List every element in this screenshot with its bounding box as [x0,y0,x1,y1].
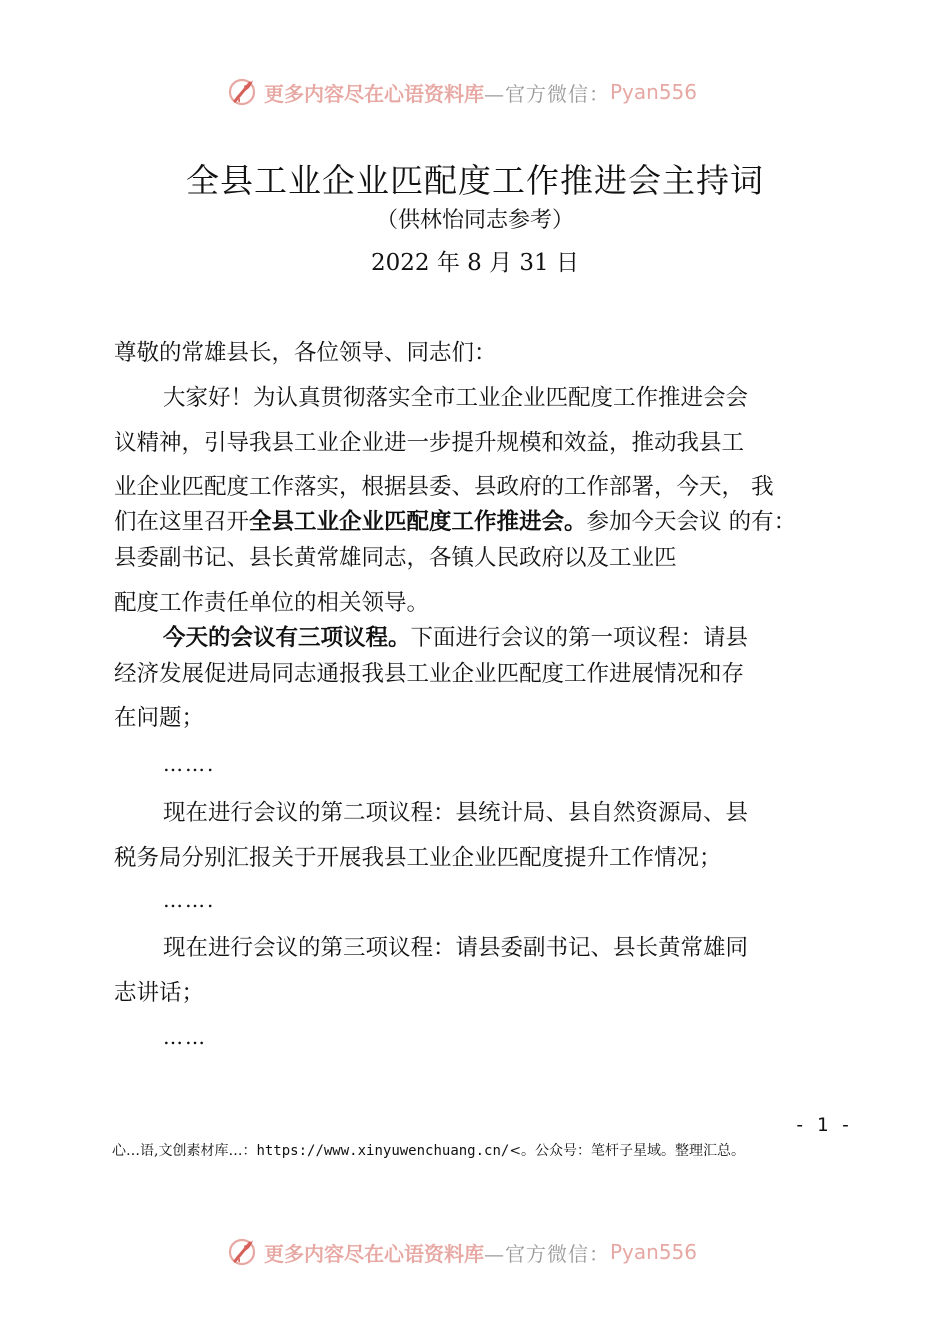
para1-line2: 议精神，引导我县工业企业进一步提升规模和效益，推动我县工 [114,430,745,456]
para1-line6: 配度工作责任单位的相关领导。 [114,590,430,616]
para1-line4-c: 参加今天会议 的有： [586,509,797,535]
agenda1-line1 [163,620,748,652]
agenda2-rest: ：县统计局、县自然资源局、县 [433,800,749,826]
agenda-intro-bold: 今天的会议有三项议程。 [163,625,411,651]
document-date: 2022 年 8 月 31 日 [371,250,579,276]
agenda2-bold: 现在进行会议的第二项议程 [163,800,434,826]
footer-note [112,1140,745,1160]
meeting-name-bold: 全县工业企业匹配度工作推进会。 [249,509,587,535]
agenda2-line1 [163,795,748,827]
agenda1-bold: 下面进行会议的第一项议程 [410,625,681,651]
para1-line1: 大家好！为认真贯彻落实全市工业企业匹配度工作推进会会 [163,385,749,411]
agenda1-line2: 经济发展促进局同志通报我县工业企业匹配度工作进展情况和存 [114,661,745,687]
footer-url: https://www.xinyuwenchuang.cn/ [256,1143,510,1159]
agenda3-rest: ：请县委副书记、县长黄常雄同 [433,935,749,961]
agenda2-line2: 税务局分别汇报关于开展我县工业企业匹配度提升工作情况； [114,845,722,871]
para1-line4-a: 们在这里召开 [114,509,250,535]
watermark-text-1: 更多内容尽在心语资料库 [264,1241,484,1266]
document-title: 全县工业企业匹配度工作推进会主持词 [186,161,764,200]
agenda3-line2: 志讲话； [114,980,205,1006]
ellipsis-3: …… [163,1025,207,1049]
salutation: 尊敬的常雄县长，各位领导、同志们： [114,340,497,366]
page-number: - 1 - [794,1114,852,1136]
watermark-text-3: Pyan556 [610,80,698,104]
footer-note-b: <。公众号：笔杆子星域。整理汇总。 [509,1143,746,1159]
quill-logo-icon [226,1236,258,1268]
ellipsis-1: ……. [163,752,216,776]
para1-line3: 业企业匹配度工作落实，根据县委、县政府的工作部署，今天， 我 [114,474,774,500]
para1-line5: 县委副书记、县长黄常雄同志，各镇人民政府以及工业匹 [114,545,677,571]
document-subtitle: （供林怡同志参考） [375,208,574,233]
watermark-text-2: —官方微信： [484,81,610,106]
header-watermark [226,76,697,108]
watermark-text-2: —官方微信： [484,1241,610,1266]
footer-watermark [226,1236,697,1268]
watermark-text-1: 更多内容尽在心语资料库 [264,81,484,106]
agenda3-bold: 现在进行会议的第三项议程 [163,935,434,961]
agenda1-rest: ：请县 [680,625,749,651]
agenda1-line3: 在问题； [114,705,205,731]
para1-line4 [114,504,796,536]
watermark-text-3: Pyan556 [610,1240,698,1264]
ellipsis-2: ……. [163,888,216,912]
quill-logo-icon [226,76,258,108]
agenda3-line1 [163,930,748,962]
footer-note-a: 心…语,文创素材库…： [112,1143,257,1159]
